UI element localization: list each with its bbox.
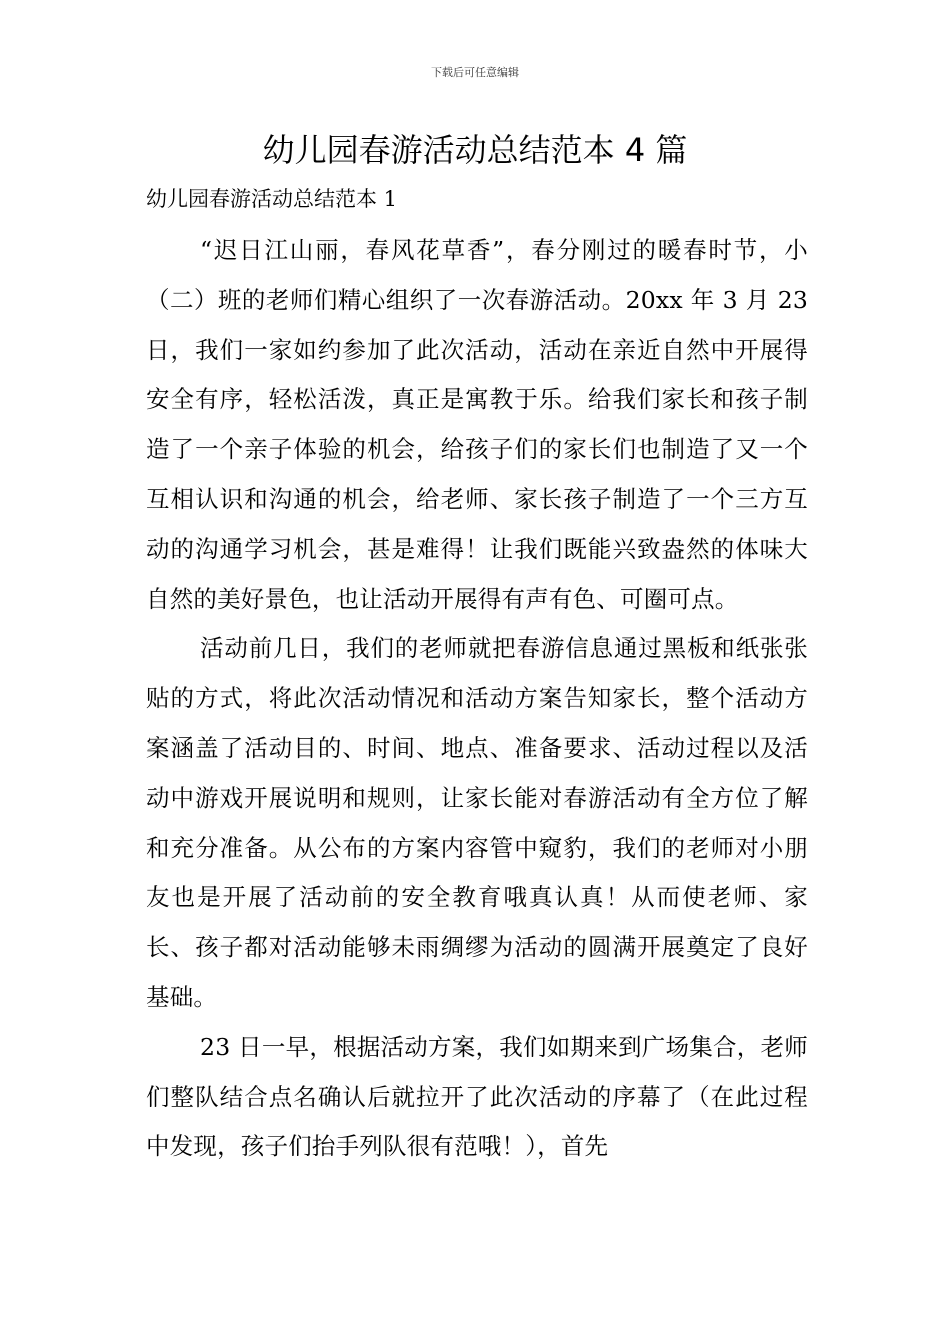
paragraph-2: 活动前几日，我们的老师就把春游信息通过黑板和纸张张贴的方式，将此次活动情况和活动方案告知家长，整个活动方案涵盖了活动目的、时间、地点、准备要求、活动过程以及活动中游戏开展说明和规则，让家长能对春游活动有全方位了解和充分准备。从公布的方案内容管中窥豹，我们的老师对小朋友也是开展了活动前的安全教育哦真认真！从而使老师、家长、孩子都对活动能够未雨绸缪为活动的圆满开展奠定了良好基础。 <box>146 634 808 1011</box>
header-note: 下载后可任意编辑 <box>431 66 519 79</box>
paragraph-3: 23 日一早，根据活动方案，我们如期来到广场集合，老师们整队结合点名确认后就拉开了此次活动的序幕了（在此过程中发现，孩子们抬手列队很有范哦！），首先 <box>146 1032 808 1161</box>
document-body <box>146 226 808 1172</box>
paragraph-1: “迟日江山丽，春风花草香”，春分刚过的暖春时节，小（二）班的老师们精心组织了一次春游活动。20xx 年 3 月 23 日，我们一家如约参加了此次活动，活动在亲近自然中开展得安全有序，轻松活泼，真正是寓教于乐。给我们家长和孩子制造了一个亲子体验的机会，给孩子们的家长们也制造了又一个互相认识和沟通的机会，给老师、家长孩子制造了一个三方互动的沟通学习机会，甚是难得！让我们既能兴致盎然的体味大自然的美好景色，也让活动开展得有声有色、可圈可点。 <box>146 236 808 613</box>
section-heading: 幼儿园春游活动总结范本 1 <box>146 187 398 211</box>
document-title: 幼儿园春游活动总结范本 4 篇 <box>262 131 688 169</box>
